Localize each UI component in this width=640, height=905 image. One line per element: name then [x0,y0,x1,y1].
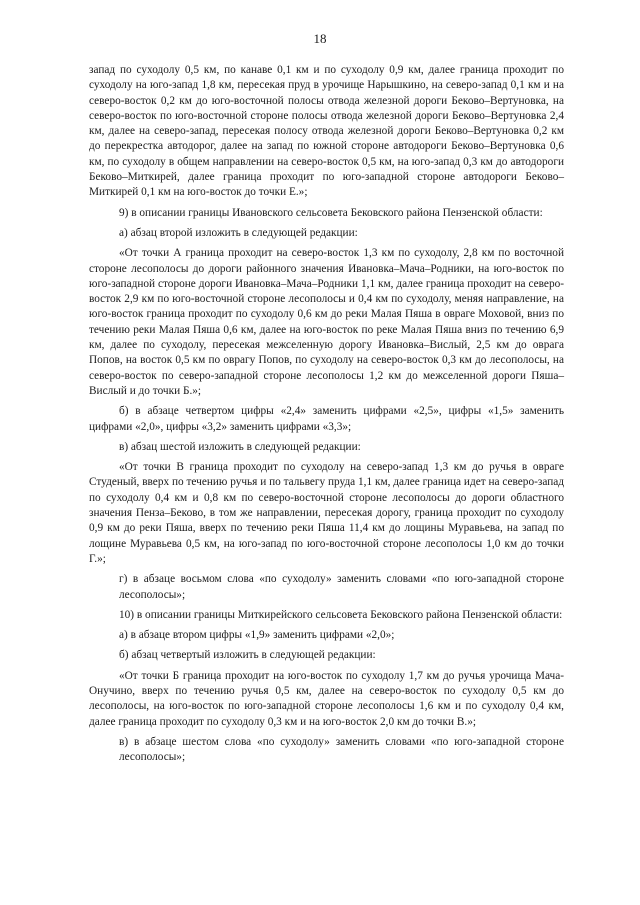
paragraph-10a: а) в абзаце втором цифры «1,9» заменить цифрами «2,0»; [119,629,395,642]
paragraph-9b: б) в абзаце четвертом цифры «2,4» заменить цифрами «2,5», цифры «1,5» заменить цифрами «2,0», цифры «3,2» заменить цифрами «3,3»; [89,405,564,433]
paragraph-9a: а) абзац второй изложить в следующей редакции: [119,226,358,239]
paragraph-item-10: 10) в описании границы Миткирейского сельсовета Бековского района Пензенской области: [119,608,563,621]
document-body [89,63,564,770]
page-number: 18 [313,31,327,46]
paragraph-10b-text: «От точки Б граница проходит на юго-восток по суходолу 1,7 км до ручья урочища Мача-Онучино, вверх по течению ручья 0,5 км, далее на северо-восток по суходолу 0,5 км до лесополосы, на юго-восток по юго-западной стороне лесополосы 1,6 км и по суходолу 0,4 км, далее граница проходит по суходолу 0,3 км и на юго-восток 2,0 км до точки В.»; [89,669,564,728]
paragraph-9g: г) в абзаце восьмом слова «по суходолу» заменить словами «по юго-западной стороне лесополосы»; [119,573,564,601]
paragraph-item-9: 9) в описании границы Ивановского сельсовета Бековского района Пензенской области: [119,206,543,219]
paragraph-9v: в) абзац шестой изложить в следующей редакции: [119,440,361,453]
paragraph-9v-text: «От точки В граница проходит по суходолу на северо-запад 1,3 км до ручья в овраге Студеный, вверх по течению ручья и по тальвегу пруда 1,1 км, далее граница идет на северо-запад по суходолу 0,4 км и 0,8 км по северо-восточной стороне лесополосы до дороги областного значения Пенза–Беково, в том же направлении, пересекая дорогу, граница проходит по суходолу 0,9 км до реки Пяша, вверх по течению реки Пяша 11,4 км до лощины Муравьева, на запад по лощине Муравьева 0,5 км, на юго-запад по юго-восточной стороне лесополосы 1,0 км до точки Г.»; [89,461,564,565]
paragraph-9a-text: «От точки А граница проходит на северо-восток 1,3 км по суходолу, 2,8 км по восточной стороне лесополосы до дороги районного значения Ивановка–Мача–Родники, на юго-восток по юго-западной стороне дороги Ивановка–Мача–Родники 1,1 км, далее граница проходит на северо-восток 2,9 км по юго-восточной стороне лесополосы и 0,4 км по суходолу, меняя направление, на юго-восток граница проходит по суходолу 0,6 км до реки Малая Пяша в овраге Моховой, вниз по течению реки Малая Пяша 0,6 км, далее на юго-восток по реке Малая Пяша вниз по течению 6,9 км, далее по суходолу, пересекая межселенную дорогу Ивановка–Вислый, 2,5 км до оврага Попов, на восток 0,5 км по оврагу Попов, по суходолу на северо-восток 0,3 км до лесополосы, на северо-восток по северо-западной стороне лесополосы 1,2 км до межселенной дороги Пяша–Вислый и до точки Б.»; [89,247,564,397]
paragraph-continuation: запад по суходолу 0,5 км, по канаве 0,1 км и по суходолу 0,9 км, далее граница проходит по суходолу на юго-запад 1,8 км, пересекая пруд в урочище Нарышкино, на северо-запад 0,1 км и на северо-восток 0,2 км до юго-восточной полосы отвода железной дороги Беково–Вертуновка, на северо-восток по юго-восточной стороне полосы отвода железной дороги Беково–Вертуновка 2,4 км, далее на северо-запад, пересекая полосу отвода железной дороги Беково–Вертуновка 0,2 км до перекрестка автодорог, далее на запад по южной стороне автодороги Беково–Вертуновка 0,6 км, по суходолу в общем направлении на северо-восток 0,5 км, на юго-запад 0,3 км до автодороги Беково–Миткирей, далее граница проходит по юго-западной стороне автодороги Беково–Миткирей 0,1 км на юго-восток до точки Е.»; [89,64,564,199]
paragraph-10b: б) абзац четвертый изложить в следующей редакции: [119,649,376,662]
paragraph-10v: в) в абзаце шестом слова «по суходолу» заменить словами «по юго-западной стороне лесополосы»; [119,735,564,764]
